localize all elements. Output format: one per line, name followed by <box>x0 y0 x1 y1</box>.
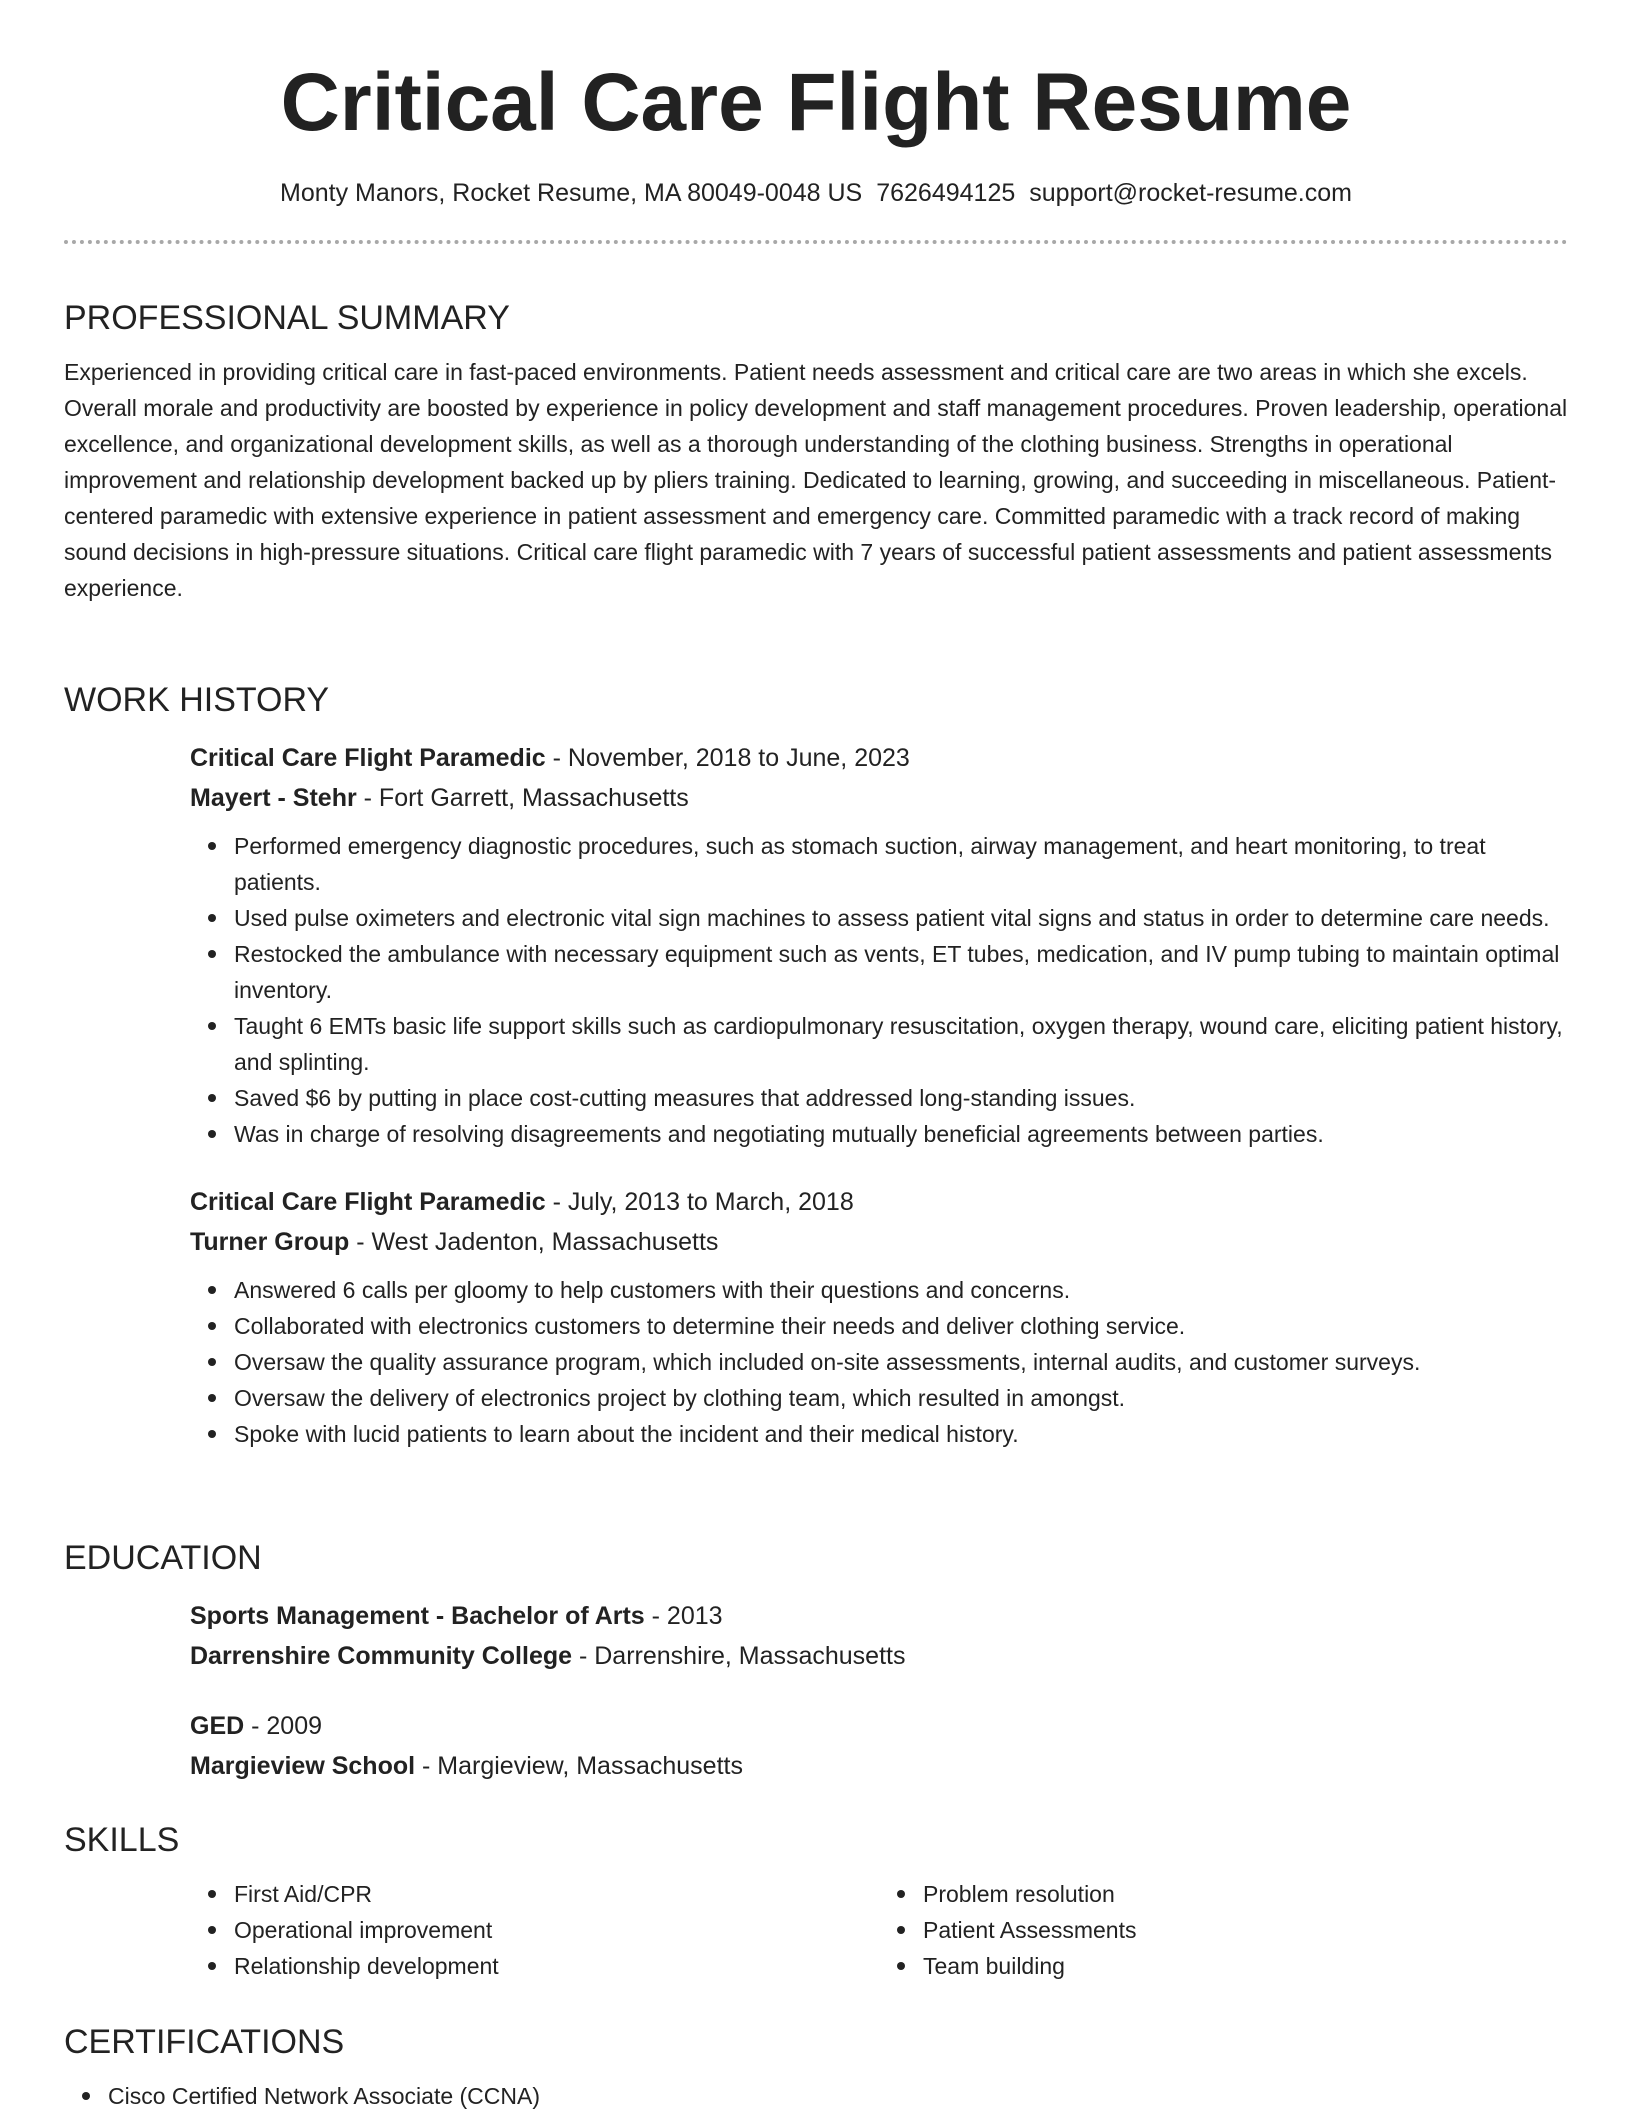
degree-year: - 2013 <box>644 1602 723 1630</box>
contact-email: support@rocket-resume.com <box>1029 179 1352 207</box>
work-history-section <box>64 678 1568 1452</box>
degree-line <box>190 1596 1568 1636</box>
job-location: - West Jadenton, Massachusetts <box>349 1228 719 1256</box>
summary-text: Experienced in providing critical care in fast-paced environments. Patient needs assessment and critical care are two areas in which she excels. Overall morale and productivity are boosted by experience in policy development and staff management procedures. Proven leadership, operational excellence, and organizational development skills, as well as a thorough understanding of the clothing business. Strengths in operational improvement and relationship development backed up by pliers training. Dedicated to learning, growing, and succeeding in miscellaneous. Patient-centered paramedic with extensive experience in patient assessment and emergency care. Committed paramedic with a track record of making sound decisions in high-pressure situations. Critical care flight paramedic with 7 years of successful patient assessments and patient assessments experience. <box>64 359 1568 601</box>
job-bullets <box>190 828 1568 1152</box>
summary-heading: PROFESSIONAL SUMMARY <box>64 299 510 337</box>
contact-line <box>64 176 1568 210</box>
job-company-line <box>190 1222 1568 1262</box>
contact-address: Monty Manors, Rocket Resume, MA 80049-0048 US <box>280 179 863 207</box>
school-location: - Margieview, Massachusetts <box>415 1752 743 1780</box>
list-item: Spoke with lucid patients to learn about the incident and their medical history. <box>234 1416 1568 1452</box>
skill-item: Operational improvement <box>234 1912 879 1948</box>
list-item: Was in charge of resolving disagreements and negotiating mutually beneficial agreements between parties. <box>234 1116 1568 1152</box>
education-entry <box>190 1596 1568 1676</box>
education-section <box>64 1536 1568 1786</box>
degree-line <box>190 1706 1568 1746</box>
skill-item: Team building <box>923 1948 1568 1984</box>
skills-column-left <box>190 1876 879 1984</box>
resume-page <box>64 0 1568 2109</box>
school: Darrenshire Community College <box>190 1642 573 1670</box>
list-item: Saved $6 by putting in place cost-cutting measures that addressed long-standing issues. <box>234 1080 1568 1116</box>
school-line <box>190 1636 1568 1676</box>
certification-item: Cisco Certified Network Associate (CCNA) <box>108 2078 1568 2114</box>
skills-heading: SKILLS <box>64 1821 180 1859</box>
job-title: Critical Care Flight Paramedic <box>190 1188 546 1216</box>
resume-title: Critical Care Flight Resume <box>280 57 1352 148</box>
job-entry <box>190 738 1568 1152</box>
certifications-section <box>64 2020 1568 2114</box>
list-item: Oversaw the quality assurance program, which included on-site assessments, internal audits, and customer surveys. <box>234 1344 1568 1380</box>
job-title-line <box>190 1182 1568 1222</box>
job-company: Mayert - Stehr <box>190 784 357 812</box>
skills-column-right <box>879 1876 1568 1984</box>
job-company-line <box>190 778 1568 818</box>
certifications-list <box>64 2078 1568 2114</box>
education-entry <box>190 1706 1568 1786</box>
degree: Sports Management - Bachelor of Arts <box>190 1602 645 1630</box>
skills-grid <box>190 1876 1568 1984</box>
work-history-heading: WORK HISTORY <box>64 681 330 719</box>
degree-year: - 2009 <box>244 1712 323 1740</box>
skill-item: Relationship development <box>234 1948 879 1984</box>
list-item: Used pulse oximeters and electronic vital sign machines to assess patient vital signs and status in order to determine care needs. <box>234 900 1568 936</box>
education-heading: EDUCATION <box>64 1539 262 1577</box>
job-title: Critical Care Flight Paramedic <box>190 744 546 772</box>
job-company: Turner Group <box>190 1228 350 1256</box>
header-divider <box>64 240 1568 244</box>
job-entry <box>190 1182 1568 1452</box>
school: Margieview School <box>190 1752 416 1780</box>
list-item: Taught 6 EMTs basic life support skills such as cardiopulmonary resuscitation, oxygen therapy, wound care, eliciting patient history, and splinting. <box>234 1008 1568 1080</box>
skill-item: Patient Assessments <box>923 1912 1568 1948</box>
job-bullets <box>190 1272 1568 1452</box>
school-line <box>190 1746 1568 1786</box>
list-item: Collaborated with electronics customers to determine their needs and deliver clothing service. <box>234 1308 1568 1344</box>
certifications-heading: CERTIFICATIONS <box>64 2023 345 2061</box>
list-item: Performed emergency diagnostic procedures, such as stomach suction, airway management, and heart monitoring, to treat patients. <box>234 828 1568 900</box>
summary-section <box>64 296 1568 606</box>
contact-phone: 7626494125 <box>876 179 1016 207</box>
degree: GED <box>190 1712 245 1740</box>
list-item: Answered 6 calls per gloomy to help customers with their questions and concerns. <box>234 1272 1568 1308</box>
job-location: - Fort Garrett, Massachusetts <box>356 784 689 812</box>
skill-item: Problem resolution <box>923 1876 1568 1912</box>
school-location: - Darrenshire, Massachusetts <box>572 1642 906 1670</box>
job-title-line <box>190 738 1568 778</box>
skills-section <box>64 1818 1568 1984</box>
list-item: Oversaw the delivery of electronics project by clothing team, which resulted in amongst. <box>234 1380 1568 1416</box>
job-dates: - July, 2013 to March, 2018 <box>545 1188 854 1216</box>
job-dates: - November, 2018 to June, 2023 <box>545 744 910 772</box>
skill-item: First Aid/CPR <box>234 1876 879 1912</box>
list-item: Restocked the ambulance with necessary equipment such as vents, ET tubes, medication, and IV pump tubing to maintain optimal inventory. <box>234 936 1568 1008</box>
